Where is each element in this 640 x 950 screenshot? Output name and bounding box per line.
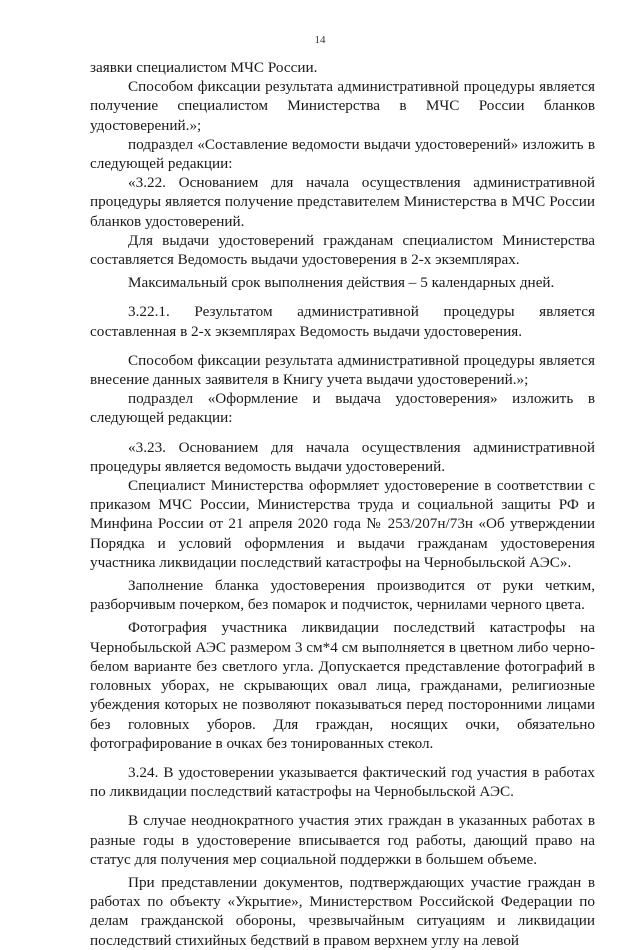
paragraph: Способом фиксации результата административной процедуры является внесение данных заявителя в Книгу учета выдачи удостоверений.»;: [90, 351, 595, 389]
paragraph: «3.22. Основанием для начала осуществления административной процедуры является получение представителем Министерства в МЧС России бланков удостоверений.: [90, 174, 595, 230]
paragraph: 3.24. В удостоверении указывается фактический год участия в работах по ликвидации последствий катастрофы на Чернобыльской АЭС.: [90, 763, 595, 801]
paragraph: Фотография участника ликвидации последствий катастрофы на Чернобыльской АЭС размером 3 см*4 см выполняется в цветном либо черно-белом варианте без светлого угла. Допускается представление фотографий в головных уборах, не скрывающих овал лица, гражданами, религиозные убеждения которых не позволяют показываться перед посторонними лицами без головных уборов. Для граждан, носящих очки, обязательно фотографирование в очках без тонированных стекол.: [90, 619, 595, 752]
paragraph: подраздел «Оформление и выдача удостоверения» изложить в следующей редакции:: [90, 390, 595, 427]
paragraph: В случае неоднократного участия этих граждан в указанных работах в разные годы в удостоверение вписывается год работы, дающий право на статус для получения мер социальной поддержки в большем объеме.: [90, 812, 595, 868]
paragraph: «3.23. Основанием для начала осуществления административной процедуры является ведомость выдачи удостоверений.: [90, 438, 595, 475]
paragraph: Заполнение бланка удостоверения производится от руки четким, разборчивым почерком, без помарок и подчисток, чернилами черного цвета.: [90, 577, 595, 614]
paragraph: подраздел «Составление ведомости выдачи удостоверений» изложить в следующей редакции:: [90, 135, 595, 173]
paragraph: заявки специалистом МЧС России.: [90, 59, 318, 76]
page-number: 14: [314, 34, 326, 46]
paragraph: 3.22.1. Результатом административной процедуры является составленная в 2-х экземплярах Ведомость выдачи удостоверения.: [90, 303, 595, 340]
paragraph: Максимальный срок выполнения действия – 5 календарных дней.: [128, 274, 555, 292]
document-body: [90, 58, 595, 950]
paragraph: Специалист Министерства оформляет удостоверение в соответствии с приказом МЧС России, Министерства труда и социальной защиты РФ и Минфина России от 21 апреля 2020 года № 253/207н/73н «Об утверждении Порядка и условий оформления и выдачи гражданам удостоверения участника ликвидации последствий катастрофы на Чернобыльской АЭС».: [90, 477, 595, 571]
paragraph: Для выдачи удостоверений гражданам специалистом Министерства составляется Ведомость выдачи удостоверения в 2-х экземплярах.: [90, 231, 595, 269]
paragraph: Способом фиксации результата административной процедуры является получение специалистом Министерства в МЧС России бланков удостоверений.»;: [90, 78, 595, 134]
paragraph: При представлении документов, подтверждающих участие граждан в работах по объекту «Укрытие», Министерством Российской Федерации по делам гражданской обороны, чрезвычайным ситуациям и ликвидации последствий стихийных бедствий в правом верхнем углу на левой: [90, 873, 595, 949]
